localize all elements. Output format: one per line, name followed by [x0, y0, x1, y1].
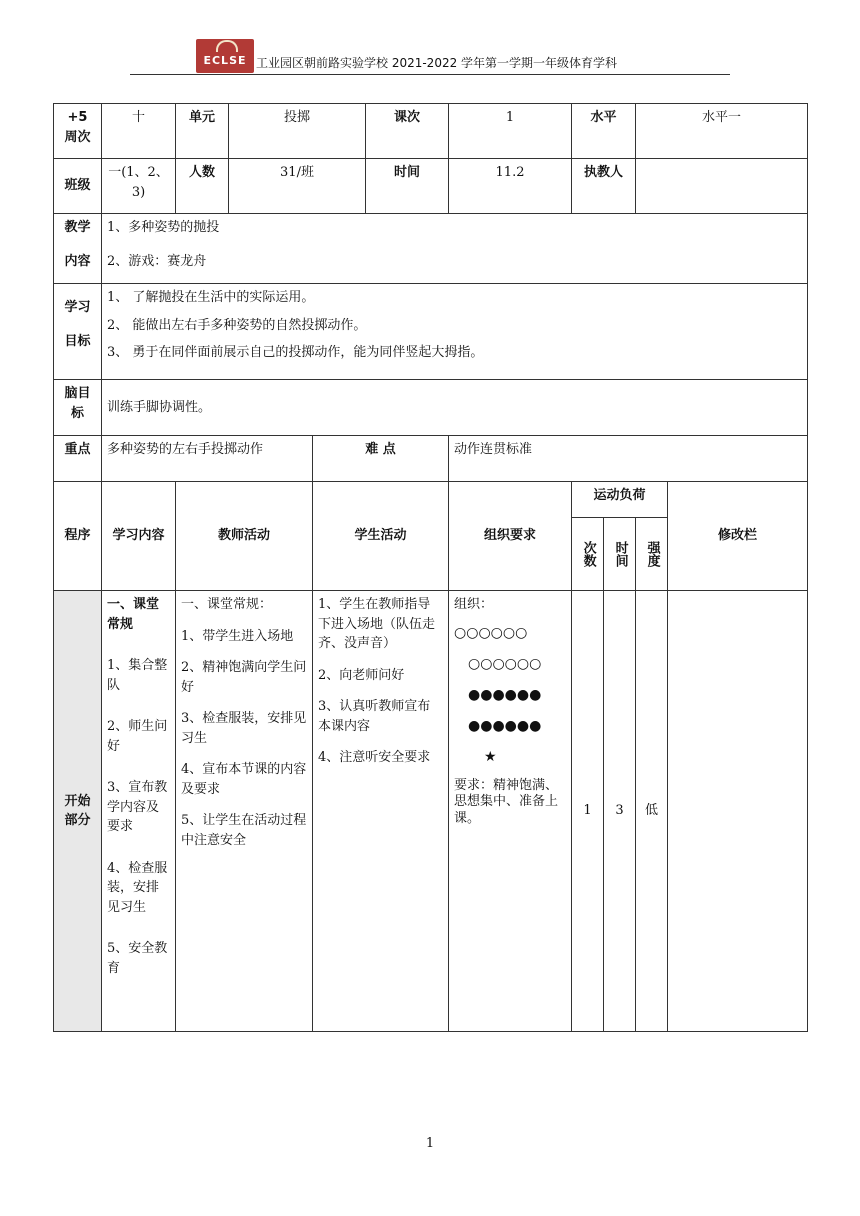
- count-value: 31/班: [229, 159, 366, 214]
- difficulty-label: 难 点: [313, 436, 449, 482]
- teacher-item: 2、精神饱满向学生问好: [181, 660, 307, 695]
- week-value: 十: [102, 104, 176, 159]
- formation-row: ○○○○○○: [468, 655, 542, 672]
- lesson-value: 1: [449, 104, 572, 159]
- page-header: [0, 36, 860, 76]
- content-label: 教学 内容: [54, 214, 102, 284]
- level-label: 水平: [572, 104, 636, 159]
- revision-cell: [668, 591, 808, 1032]
- col-learning: 学习内容: [102, 482, 176, 591]
- col-revision: 修改栏: [668, 482, 808, 591]
- col-load: 运动负荷: [572, 482, 668, 518]
- time-value: 11.2: [449, 159, 572, 214]
- student-item: 4、注意听安全要求: [318, 750, 431, 765]
- school-logo: [196, 39, 254, 73]
- formation-row: ○○○○○○: [454, 624, 528, 641]
- learning-title: 一、课堂常规: [107, 597, 160, 632]
- load-times: 1: [572, 591, 604, 1032]
- col-intensity: 强度: [636, 518, 668, 591]
- key-label: 重点: [54, 436, 102, 482]
- building-dome-icon: [216, 40, 238, 52]
- formation-row: ●●●●●●: [468, 717, 542, 734]
- key-row: [54, 436, 808, 482]
- column-header-row-1: [54, 482, 808, 518]
- content-item: 1、多种姿势的抛投: [107, 220, 220, 235]
- brain-label: 脑目标: [54, 380, 102, 436]
- col-times: 次数: [572, 518, 604, 591]
- brain-row: [54, 380, 808, 436]
- teacher-item: 1、带学生进入场地: [181, 628, 294, 644]
- goals-label: 学习 目标: [54, 284, 102, 380]
- level-value: 水平一: [636, 104, 808, 159]
- org-label: 组织：: [454, 597, 494, 612]
- header-rule: [130, 74, 730, 75]
- unit-value: 投掷: [229, 104, 366, 159]
- learning-item: 2、师生问好: [107, 719, 168, 754]
- goals-row: [54, 284, 808, 380]
- learning-item: 4、检查服装，安排见习生: [107, 860, 168, 915]
- content-items: [102, 214, 808, 284]
- student-item: 1、学生在教师指导下进入场地（队伍走齐、没声音）: [318, 597, 436, 651]
- student-item: 3、认真听教师宣布本课内容: [318, 699, 431, 734]
- teacher-value: [636, 159, 808, 214]
- start-section-row: [54, 591, 808, 1032]
- learning-content: [102, 591, 176, 1032]
- organization: [449, 591, 572, 1032]
- week-label: +5 周次: [54, 104, 102, 159]
- col-student: 学生活动: [313, 482, 449, 591]
- brain-text: 训练手脚协调性。: [102, 380, 808, 436]
- class-label: 班级: [54, 159, 102, 214]
- learning-item: 3、宣布教学内容及要求: [107, 780, 168, 834]
- col-duration: 时间: [604, 518, 636, 591]
- time-label: 时间: [366, 159, 449, 214]
- lesson-plan-table: [53, 103, 808, 1032]
- formation-row: ●●●●●●: [468, 686, 542, 703]
- teacher-item: 5、让学生在活动过程中注意安全: [181, 813, 307, 848]
- key-text: 多种姿势的左右手投掷动作: [102, 436, 313, 482]
- lesson-label: 课次: [366, 104, 449, 159]
- teacher-item: 一、课堂常规：: [181, 597, 273, 612]
- load-duration: 3: [604, 591, 636, 1032]
- teacher-item: 4、宣布本节课的内容及要求: [181, 762, 307, 797]
- col-organization: 组织要求: [449, 482, 572, 591]
- learning-item: 5、安全教育: [107, 941, 168, 976]
- page-number: 1: [425, 1136, 435, 1151]
- header-title: 工业园区朝前路实验学校 2021-2022 学年第一学期一年级体育学科: [256, 56, 618, 70]
- teacher-item: 3、检查服装，安排见习生: [181, 711, 307, 746]
- class-value: 一(1、2、3): [102, 159, 176, 214]
- col-teacher: 教师活动: [176, 482, 313, 591]
- org-requirement: 要求：精神饱满、思想集中、准备上课。: [454, 777, 559, 827]
- goals-items: [102, 284, 808, 380]
- learning-item: 1、集合整队: [107, 658, 168, 693]
- count-label: 人数: [176, 159, 229, 214]
- teacher-label: 执教人: [572, 159, 636, 214]
- unit-label: 单元: [176, 104, 229, 159]
- teacher-activities: [176, 591, 313, 1032]
- goal-item: 2、 能做出左右手多种姿势的自然投掷动作。: [107, 317, 367, 333]
- col-procedure: 程序: [54, 482, 102, 591]
- goal-item: 3、 勇于在同伴面前展示自己的投掷动作，能为同伴竖起大拇指。: [107, 345, 484, 360]
- content-row: [54, 214, 808, 284]
- load-intensity: 低: [636, 591, 668, 1032]
- info-row-1: [54, 104, 808, 159]
- student-activities: [313, 591, 449, 1032]
- teacher-star-icon: ★: [484, 748, 497, 765]
- content-item: 2、游戏：赛龙舟: [107, 253, 207, 269]
- section-name: 开始部分: [54, 591, 102, 1032]
- difficulty-text: 动作连贯标准: [449, 436, 808, 482]
- logo-text: ECLSE: [203, 54, 247, 67]
- info-row-2: [54, 159, 808, 214]
- student-item: 2、向老师问好: [318, 667, 405, 683]
- goal-item: 1、 了解抛投在生活中的实际运用。: [107, 290, 315, 305]
